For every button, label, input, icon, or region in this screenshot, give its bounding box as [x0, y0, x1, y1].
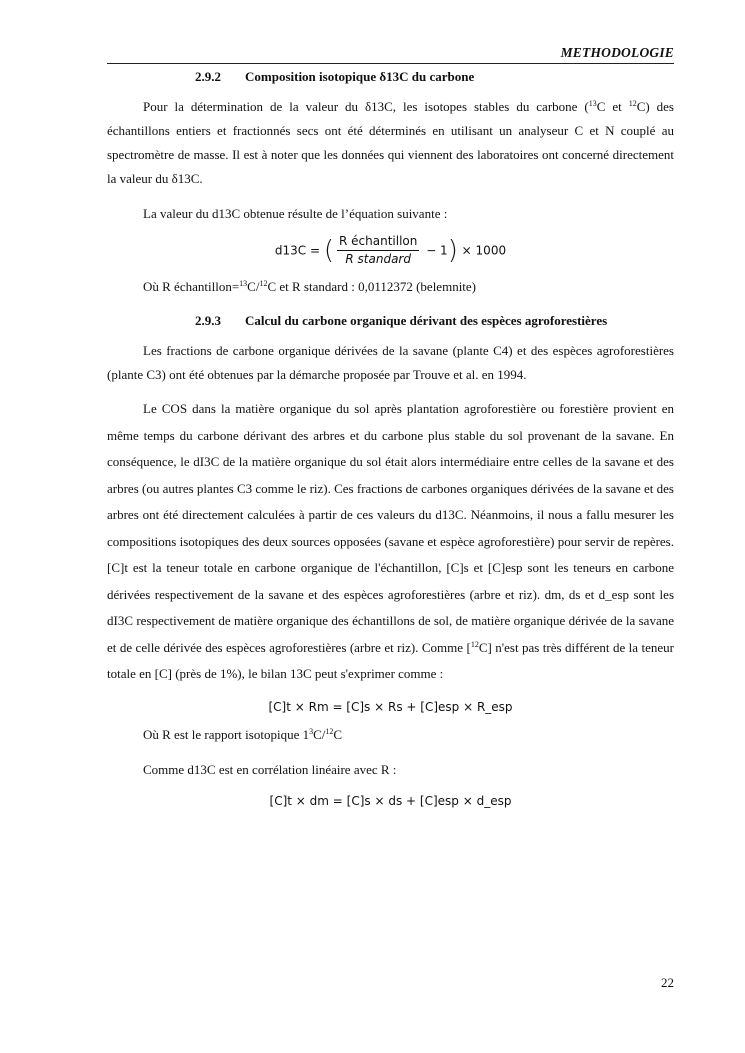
- heading-2-9-3-title: Calcul du carbone organique dérivant des espèces agroforestières: [245, 313, 608, 328]
- text-run: C) des échantillons entiers et fractionnés secs ont été déterminés en utilisant un analyseur C et N couplé au spectromètre de masse. Il est à noter que les données qui viennent des laboratoires ont concerné directement la valeur du δ13C.: [107, 99, 674, 186]
- equation-fraction: [337, 234, 419, 267]
- close-paren: ): [447, 235, 458, 266]
- header-section-title: METHODOLOGIE: [560, 45, 674, 60]
- superscript: 12: [628, 99, 637, 108]
- superscript: 12: [325, 726, 334, 736]
- superscript: 13: [239, 279, 248, 288]
- heading-2-9-3-number: 2.9.3: [195, 313, 221, 328]
- paragraph-cos-explanation: [107, 396, 674, 688]
- equation-d13c: [107, 234, 674, 272]
- heading-2-9-3: [107, 310, 674, 332]
- equation-carbon-balance-r: [C]t × Rm = [C]s × Rs + [C]esp × R_esp: [268, 699, 513, 714]
- superscript: 12: [259, 279, 268, 288]
- paragraph-isotope-determination: [107, 95, 674, 191]
- open-paren: (: [323, 235, 335, 266]
- heading-2-9-2-number: 2.9.2: [195, 69, 221, 84]
- text-run: C] n'est pas très différent de la teneur totale en [C] (près de 1%), le bilan 13C peut s'exprimer comme :: [107, 639, 674, 681]
- superscript: 13: [588, 99, 597, 108]
- text-run: Où R est le rapport isotopique 1: [143, 726, 310, 742]
- heading-2-9-2: [107, 66, 674, 88]
- fraction-denominator: R standard: [345, 252, 411, 266]
- text-run: Où R échantillon=: [143, 279, 240, 294]
- page-content: [107, 66, 674, 808]
- paragraph-equation-intro: La valeur du d13C obtenue résulte de l’équation suivante :: [143, 206, 448, 221]
- equation-times-1000: × 1000: [457, 243, 507, 258]
- text-run: Pour la détermination de la valeur du δ13C, les isotopes stables du carbone (: [143, 99, 589, 114]
- equation-carbon-balance-d: [C]t × dm = [C]s × ds + [C]esp × d_esp: [269, 793, 512, 808]
- equation-minus-one: − 1: [422, 243, 448, 258]
- paragraph-fractions-method: Les fractions de carbone organique dérivées de la savane (plante C4) et des espèces agroforestières (plante C3) ont été obtenues par la démarche proposée par Trouve et al. en 1994.: [107, 343, 674, 382]
- text-run: C/: [313, 726, 326, 742]
- page-number: 22: [661, 975, 674, 990]
- running-header: [107, 44, 674, 64]
- text-run: C: [333, 726, 343, 742]
- text-run: C et: [596, 99, 629, 114]
- text-run: Le COS dans la matière organique du sol après plantation agroforestière ou forestière provient en même temps du carbone dérivant des arbres et du carbone plus stable du sol provenant de la savane. En conséquence, le dI3C de la matière organique du sol était alors intermédiaire entre celles de la savane et des arbres (ou autres plantes C3 comme le riz). Ces fractions de carbones organiques dérivées de la savane et des arbres ont été directement calculées à partir de ces valeurs du d13C. Néanmoins, il nous a fallu mesurer les compositions isotopiques des deux sources opposées (savane et espèce agroforestière) pour servir de repères. [C]t est la teneur totale en carbone organique de l'échantillon, [C]s et [C]esp sont les teneurs en carbone dérivées respectivement de la savane et des espèces agroforestières (arbre et riz). dm, ds et d_esp sont les dI3C respectivement de matière organique des échantillons de sol, de matière organique dérivée de la savane et de celle dérivée des espèces agroforestières (arbre et riz). Comme [: [107, 401, 674, 655]
- heading-2-9-2-title: Composition isotopique δ13C du carbone: [245, 69, 475, 84]
- paragraph-r-ratio: [107, 723, 674, 747]
- superscript: 3: [309, 726, 314, 736]
- equation-lhs: d13C =: [274, 243, 324, 258]
- paragraph-r-definition: [107, 275, 674, 299]
- text-run: C et R standard : 0,0112372 (belemnite): [267, 279, 477, 294]
- text-run: C/: [247, 279, 260, 294]
- superscript: 12: [470, 639, 479, 649]
- fraction-numerator: R échantillon: [337, 234, 419, 251]
- paragraph-linear-correlation: Comme d13C est en corrélation linéaire avec R :: [143, 761, 397, 777]
